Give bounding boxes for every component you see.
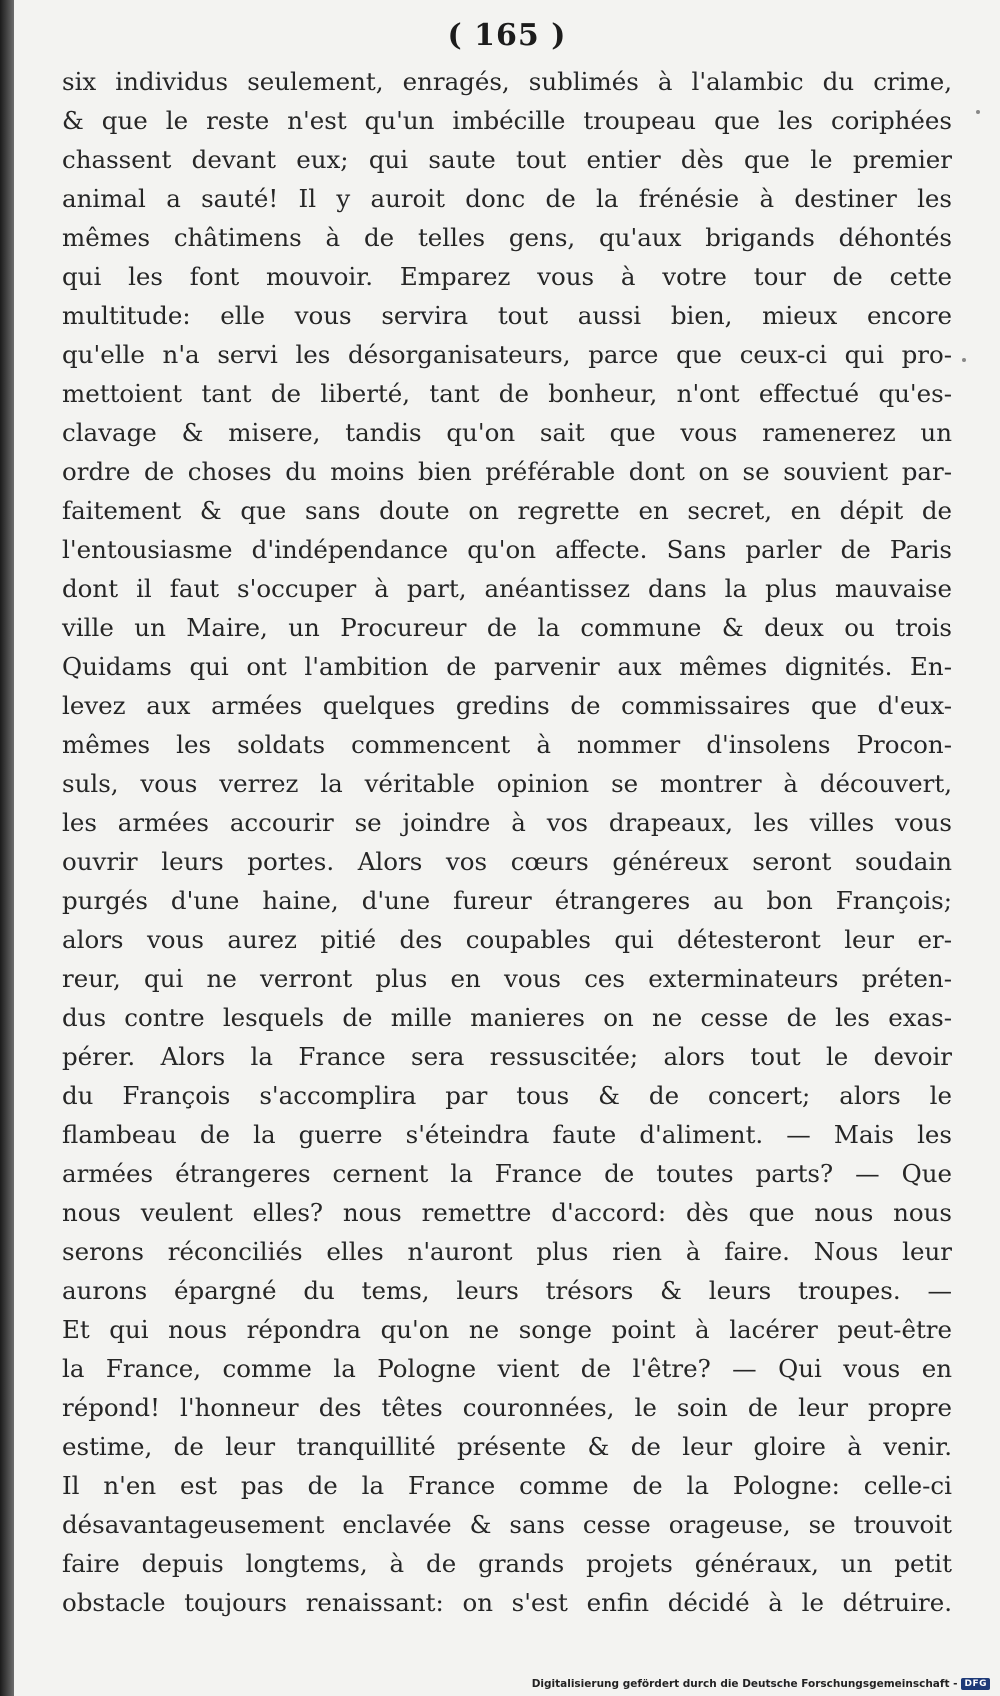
- text-line: Quidams qui ont l'ambition de parvenir aux mêmes dignités. En-: [62, 652, 952, 681]
- scan-speck: [976, 110, 980, 114]
- text-line: dus contre lesquels de mille manieres on ne cesse de les exas-: [62, 1003, 952, 1032]
- text-line: nous veulent elles? nous remettre d'accord: dès que nous nous: [62, 1198, 952, 1227]
- body-text: [62, 62, 952, 1622]
- text-line: multitude: elle vous servira tout aussi bien, mieux encore: [62, 301, 952, 330]
- text-line: animal a sauté! Il y auroit donc de la frénésie à destiner les: [62, 184, 952, 213]
- text-line: obstacle toujours renaissant: on s'est enfin décidé à le détruire.: [62, 1588, 952, 1617]
- text-line: désavantageusement enclavée & sans cesse orageuse, se trouvoit: [62, 1510, 952, 1539]
- book-page: [14, 0, 1000, 1696]
- digitization-credit: [532, 1678, 990, 1690]
- text-line: aurons épargné du tems, leurs trésors & leurs troupes. —: [62, 1276, 952, 1305]
- text-line: mêmes châtimens à de telles gens, qu'aux brigands déhontés: [62, 223, 952, 252]
- text-line: qu'elle n'a servi les désorganisateurs, parce que ceux-ci qui pro-: [62, 340, 952, 369]
- text-line: & que le reste n'est qu'un imbécille troupeau que les coriphées: [62, 106, 952, 135]
- text-line: suls, vous verrez la véritable opinion se montrer à découvert,: [62, 769, 952, 798]
- text-line: répond! l'honneur des têtes couronnées, le soin de leur propre: [62, 1393, 952, 1422]
- text-line: mettoient tant de liberté, tant de bonheur, n'ont effectué qu'es-: [62, 379, 952, 408]
- scan-edge-shadow: [0, 0, 14, 1696]
- text-line: clavage & misere, tandis qu'on sait que vous ramenerez un: [62, 418, 952, 447]
- text-line: l'entousiasme d'indépendance qu'on affecte. Sans parler de Paris: [62, 535, 952, 564]
- text-line: armées étrangeres cernent la France de toutes parts? — Que: [62, 1159, 952, 1188]
- text-line: Il n'en est pas de la France comme de la Pologne: celle-ci: [62, 1471, 952, 1500]
- page-number: ( 165 ): [447, 18, 567, 53]
- text-line: pérer. Alors la France sera ressuscitée; alors tout le devoir: [62, 1042, 952, 1071]
- text-line: purgés d'une haine, d'une fureur étrangeres au bon François;: [62, 886, 952, 915]
- text-line: six individus seulement, enragés, sublimés à l'alambic du crime,: [62, 67, 952, 96]
- text-line: qui les font mouvoir. Emparez vous à votre tour de cette: [62, 262, 952, 291]
- text-line: la France, comme la Pologne vient de l'être? — Qui vous en: [62, 1354, 952, 1383]
- text-line: serons réconciliés elles n'auront plus rien à faire. Nous leur: [62, 1237, 952, 1266]
- text-line: ordre de choses du moins bien préférable dont on se souvient par-: [62, 457, 952, 486]
- credit-text: Digitalisierung gefördert durch die Deutsche Forschungsgemeinschaft -: [531, 1678, 958, 1690]
- text-line: flambeau de la guerre s'éteindra faute d'aliment. — Mais les: [62, 1120, 952, 1149]
- text-line: ville un Maire, un Procureur de la commune & deux ou trois: [62, 613, 952, 642]
- dfg-logo: DFG: [961, 1678, 990, 1690]
- text-line: faire depuis longtems, à de grands projets généraux, un petit: [62, 1549, 952, 1578]
- text-line: mêmes les soldats commencent à nommer d'insolens Procon-: [62, 730, 952, 759]
- text-line: ouvrir leurs portes. Alors vos cœurs généreux seront soudain: [62, 847, 952, 876]
- text-line: Et qui nous répondra qu'on ne songe point à lacérer peut-être: [62, 1315, 952, 1344]
- text-line: du François s'accomplira par tous & de concert; alors le: [62, 1081, 952, 1110]
- scan-speck: [962, 358, 966, 362]
- text-line: alors vous aurez pitié des coupables qui détesteront leur er-: [62, 925, 952, 954]
- text-line: estime, de leur tranquillité présente & de leur gloire à venir.: [62, 1432, 952, 1461]
- text-line: les armées accourir se joindre à vos drapeaux, les villes vous: [62, 808, 952, 837]
- text-line: faitement & que sans doute on regrette en secret, en dépit de: [62, 496, 952, 525]
- text-line: reur, qui ne verront plus en vous ces exterminateurs préten-: [62, 964, 952, 993]
- text-line: levez aux armées quelques gredins de commissaires que d'eux-: [62, 691, 952, 720]
- text-line: dont il faut s'occuper à part, anéantissez dans la plus mauvaise: [62, 574, 952, 603]
- text-line: chassent devant eux; qui saute tout entier dès que le premier: [62, 145, 952, 174]
